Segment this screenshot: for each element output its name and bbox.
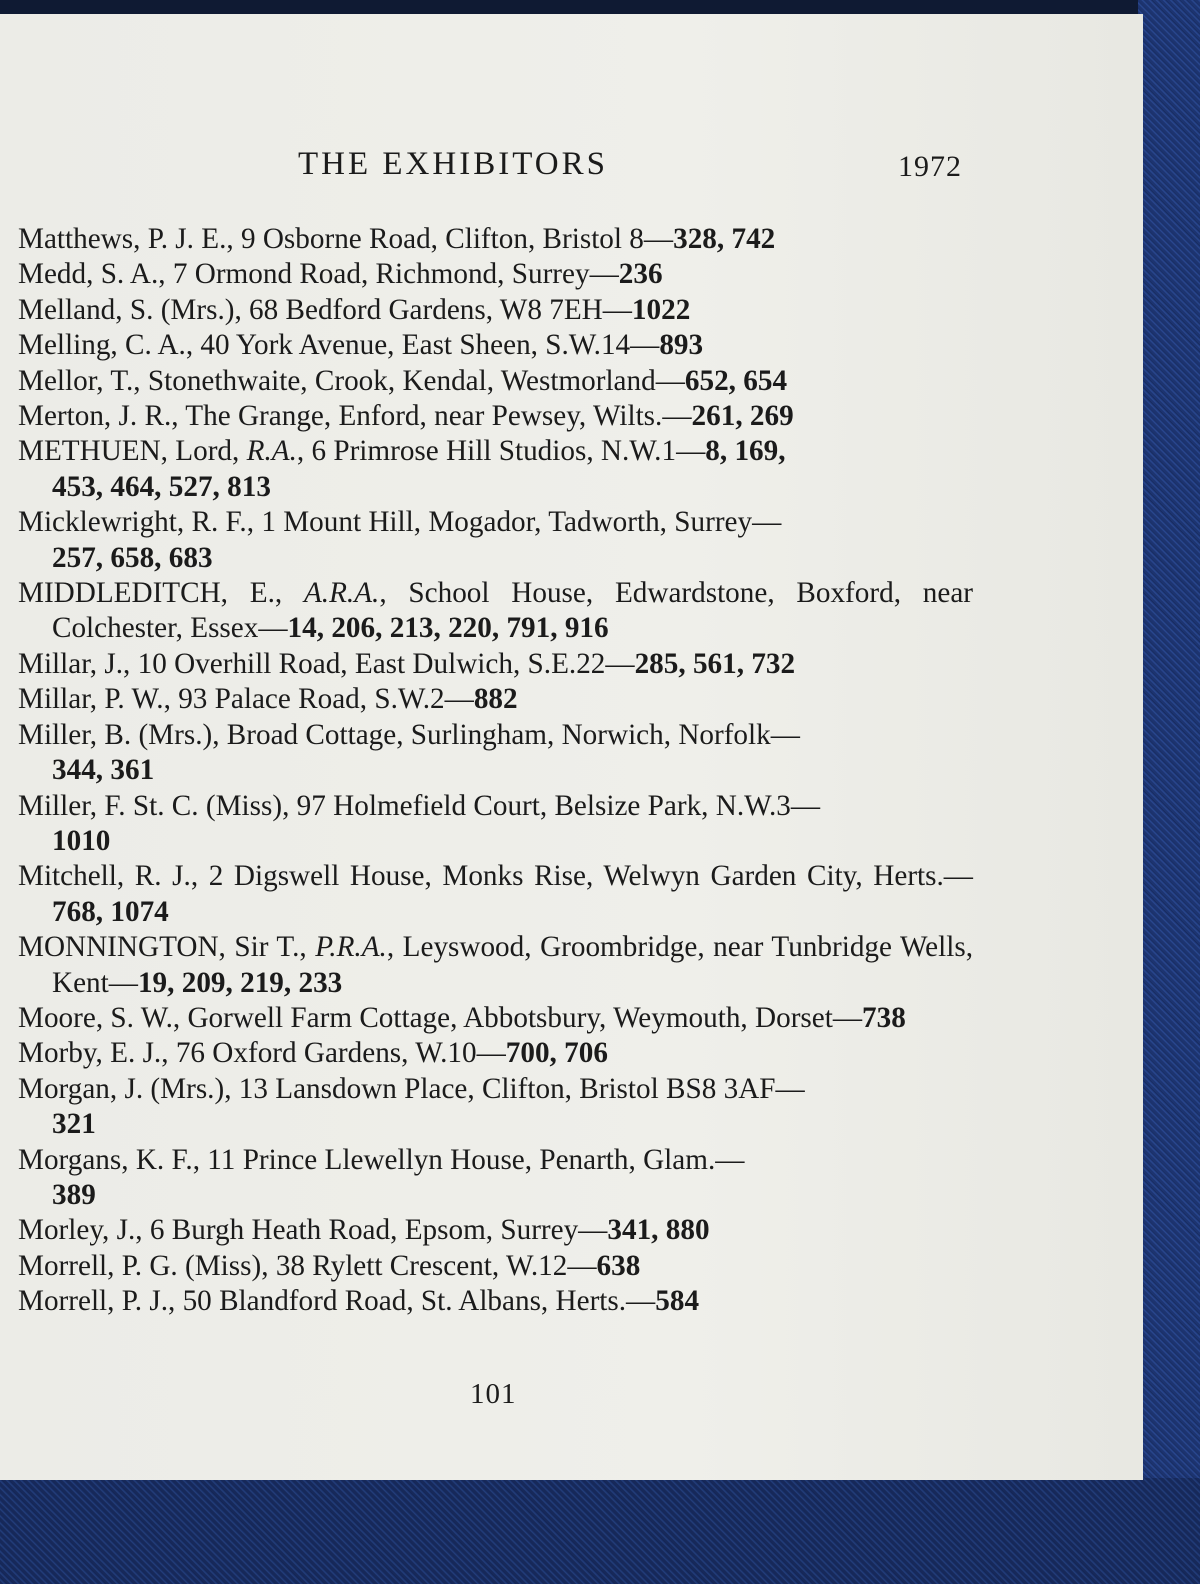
exhibitor-entry: Mellor, T., Stonethwaite, Crook, Kendal, Westmorland—652, 654 — [18, 364, 788, 397]
catalogue-numbers: 341, 880 — [607, 1214, 710, 1247]
catalogue-numbers: 236 — [618, 258, 663, 291]
catalogue-numbers: 14, 206, 213, 220, 791, 916 — [287, 612, 609, 645]
running-head-year: 1972 — [898, 150, 962, 183]
exhibitor-entry: Morgans, K. F., 11 Prince Llewellyn House, Penarth, Glam.— 389 — [18, 1143, 973, 1214]
exhibitor-list — [18, 222, 973, 1320]
academy-title: P.R.A. — [315, 931, 387, 964]
catalogue-numbers: 321 — [52, 1108, 96, 1141]
catalogue-numbers: 285, 561, 732 — [634, 647, 796, 680]
exhibitor-entry: METHUEN, Lord, R.A., 6 Primrose Hill Studios, N.W.1—8, 169, 453, 464, 527, 813 — [18, 434, 973, 505]
exhibitor-entry: Matthews, P. J. E., 9 Osborne Road, Clifton, Bristol 8—328, 742 — [18, 223, 776, 255]
academy-title: A.R.A. — [303, 577, 380, 610]
running-head-title: THE EXHIBITORS — [298, 146, 608, 182]
exhibitor-entry: Medd, S. A., 7 Ormond Road, Richmond, Surrey—236 — [18, 258, 663, 291]
page-number: 101 — [470, 1378, 517, 1410]
book-cover-binding — [1138, 0, 1200, 1584]
catalogue-numbers: 638 — [596, 1249, 641, 1282]
book-page — [0, 14, 1143, 1480]
exhibitor-entry: Morrell, P. G. (Miss), 38 Rylett Crescent, W.12—638 — [18, 1249, 641, 1282]
book-cover-bottom — [0, 1478, 1200, 1584]
catalogue-numbers: 652, 654 — [684, 364, 788, 397]
running-header — [0, 146, 1143, 186]
catalogue-numbers: 257, 658, 683 — [52, 541, 213, 574]
exhibitor-entry: MIDDLEDITCH, E., A.R.A., School House, Edwardstone, Boxford, near Colchester, Essex—14, 206, 213, 220, 791, 916 — [18, 577, 973, 645]
catalogue-numbers: 389 — [52, 1178, 96, 1211]
catalogue-numbers: 328, 742 — [673, 223, 776, 255]
exhibitor-entry: Mitchell, R. J., 2 Digswell House, Monks Rise, Welwyn Garden City, Herts.—768, 1074 — [18, 860, 973, 928]
catalogue-numbers: 882 — [473, 683, 518, 716]
exhibitor-entry: Morby, E. J., 76 Oxford Gardens, W.10—700, 706 — [18, 1037, 608, 1070]
catalogue-numbers: 344, 361 — [52, 754, 155, 787]
catalogue-numbers: 453, 464, 527, 813 — [52, 470, 271, 503]
exhibitor-entry: Millar, J., 10 Overhill Road, East Dulwich, S.E.22—285, 561, 732 — [18, 647, 796, 680]
exhibitor-entry: Merton, J. R., The Grange, Enford, near Pewsey, Wilts.—261, 269 — [18, 400, 794, 433]
catalogue-numbers: 584 — [655, 1285, 700, 1318]
exhibitor-entry: Millar, P. W., 93 Palace Road, S.W.2—882 — [18, 683, 518, 716]
exhibitor-entry: Moore, S. W., Gorwell Farm Cottage, Abbotsbury, Weymouth, Dorset—738 — [18, 1001, 906, 1034]
catalogue-numbers: 261, 269 — [691, 400, 794, 433]
exhibitor-entry: Miller, B. (Mrs.), Broad Cottage, Surlingham, Norwich, Norfolk— 344, 361 — [18, 718, 973, 789]
catalogue-numbers: 8, 169, — [705, 435, 786, 468]
exhibitor-entry: Morrell, P. J., 50 Blandford Road, St. Albans, Herts.—584 — [18, 1285, 700, 1318]
catalogue-numbers: 768, 1074 — [52, 895, 169, 928]
academy-title: R.A. — [246, 435, 297, 468]
catalogue-numbers: 700, 706 — [505, 1037, 608, 1070]
exhibitor-entry: Morley, J., 6 Burgh Heath Road, Epsom, Surrey—341, 880 — [18, 1214, 710, 1247]
exhibitor-entry: Morgan, J. (Mrs.), 13 Lansdown Place, Clifton, Bristol BS8 3AF— 321 — [18, 1072, 973, 1143]
catalogue-numbers: 19, 209, 219, 233 — [137, 966, 343, 999]
catalogue-numbers: 893 — [659, 329, 704, 362]
exhibitor-entry: MONNINGTON, Sir T., P.R.A., Leyswood, Groombridge, near Tunbridge Wells, Kent—19, 209, 219, 233 — [18, 931, 974, 999]
exhibitor-entry: Melling, C. A., 40 York Avenue, East Sheen, S.W.14—893 — [18, 329, 704, 362]
exhibitor-entry: Melland, S. (Mrs.), 68 Bedford Gardens, W8 7EH—1022 — [18, 293, 691, 326]
catalogue-numbers: 1010 — [52, 824, 111, 857]
catalogue-numbers: 738 — [862, 1001, 906, 1034]
exhibitor-entry: Miller, F. St. C. (Miss), 97 Holmefield Court, Belsize Park, N.W.3— 1010 — [18, 789, 973, 860]
catalogue-numbers: 1022 — [631, 293, 691, 326]
exhibitor-entry: Micklewright, R. F., 1 Mount Hill, Mogador, Tadworth, Surrey— 257, 658, 683 — [18, 505, 973, 576]
